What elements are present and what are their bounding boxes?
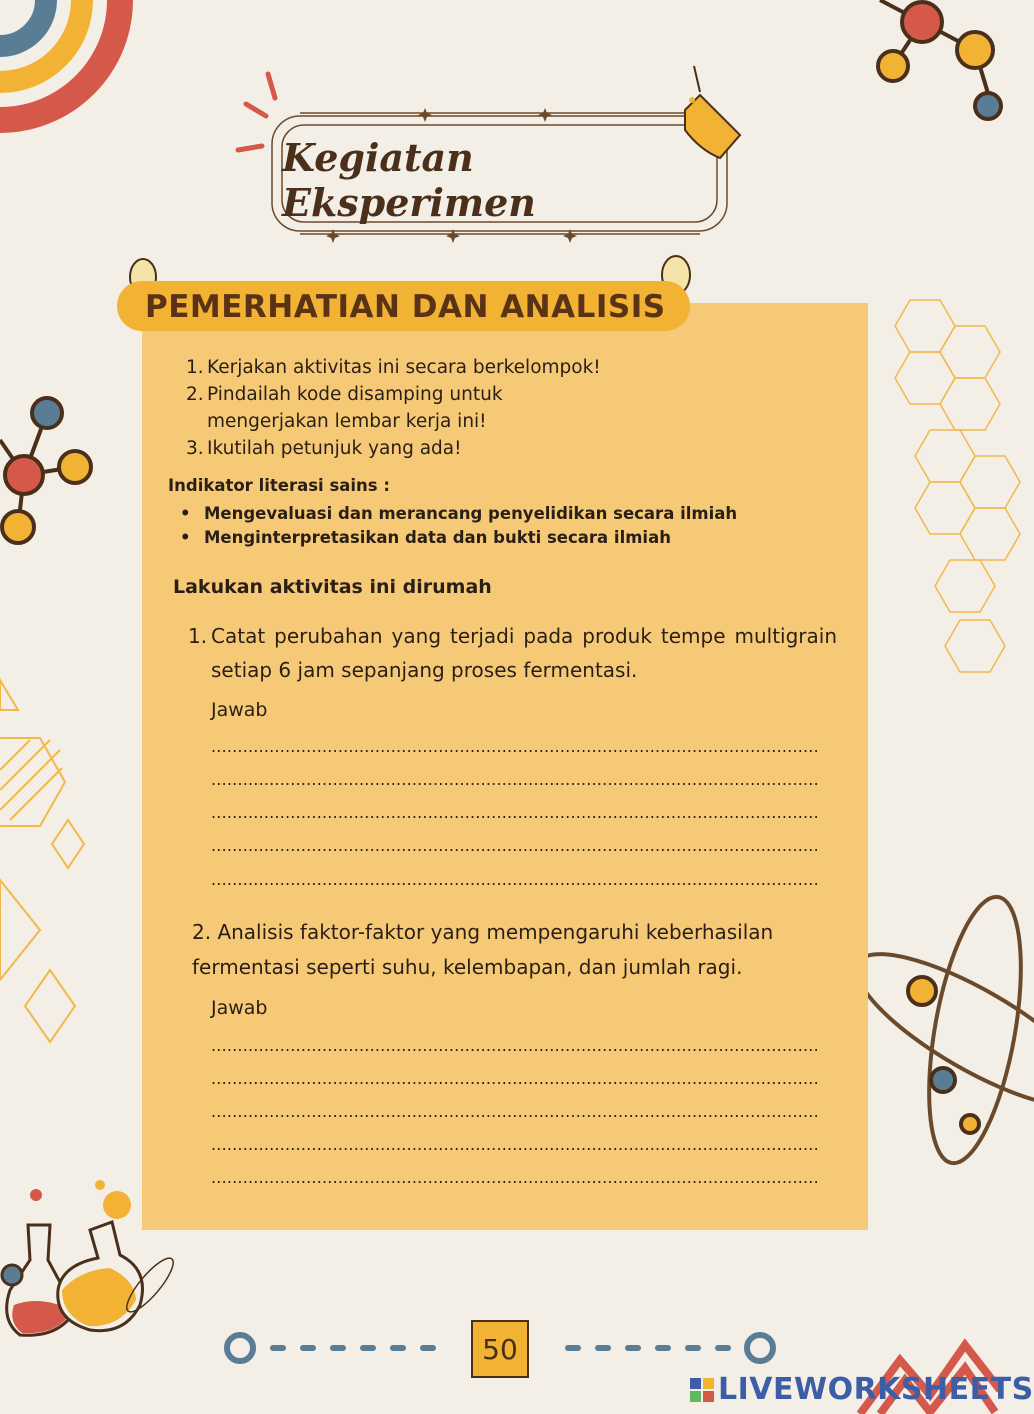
answer-label: Jawab bbox=[211, 997, 268, 1019]
question-1 bbox=[188, 619, 837, 687]
list-item-number: 3. bbox=[186, 438, 204, 459]
page-title: Kegiatan Eksperimen bbox=[282, 135, 536, 225]
indicator-list bbox=[180, 502, 737, 550]
list-item-text: Ikutilah petunjuk yang ada! bbox=[207, 438, 462, 459]
answer-line[interactable]: ................................................................................................................... bbox=[211, 1069, 819, 1088]
rainbow-arc-decoration bbox=[0, 0, 120, 120]
answer-line[interactable]: ................................................................................................................... bbox=[211, 1102, 819, 1121]
list-item-text: Menginterpretasikan data dan bukti secara ilmiah bbox=[204, 528, 671, 547]
list-item-text: Kerjakan aktivitas ini secara berkelompok! bbox=[207, 357, 601, 378]
bullet-icon: • bbox=[180, 528, 191, 547]
striped-hexagon-decoration bbox=[0, 680, 84, 1042]
molecule-icon bbox=[0, 398, 91, 543]
list-item-number: 2. bbox=[186, 384, 204, 405]
section-banner-text: PEMERHATIAN DAN ANALISIS bbox=[145, 289, 666, 325]
list-item-text: Mengevaluasi dan merancang penyelidikan secara ilmiah bbox=[204, 504, 738, 523]
list-item bbox=[186, 381, 667, 435]
list-item bbox=[186, 435, 667, 462]
liveworksheets-logo-icon bbox=[690, 1378, 714, 1402]
list-item-text: Pindailah kode disamping untuk mengerjakan lembar kerja ini! bbox=[207, 384, 503, 432]
watermark: LIVEWORKSHEETS bbox=[718, 1372, 1034, 1407]
bullet-icon: • bbox=[180, 504, 191, 523]
answer-line[interactable]: ................................................................................................................... bbox=[211, 870, 819, 889]
answer-line[interactable]: ................................................................................................................... bbox=[211, 770, 819, 789]
question-number: 1. bbox=[188, 624, 208, 648]
list-item-number: 1. bbox=[186, 357, 204, 378]
answer-line[interactable]: ................................................................................................................... bbox=[211, 836, 819, 855]
question-text: Catat perubahan yang terjadi pada produk tempe multigrain setiap 6 jam sepanjang proses fermentasi. bbox=[211, 624, 837, 682]
list-item bbox=[180, 526, 737, 550]
answer-line[interactable]: ................................................................................................................... bbox=[211, 1135, 819, 1154]
hexagon-pattern bbox=[895, 300, 1020, 672]
answer-line[interactable]: ................................................................................................................... bbox=[211, 737, 819, 756]
answer-line[interactable]: ................................................................................................................... bbox=[211, 803, 819, 822]
sparkle-icon bbox=[238, 74, 275, 150]
activity-heading: Lakukan aktivitas ini dirumah bbox=[173, 576, 492, 598]
indicator-heading: Indikator literasi sains : bbox=[168, 476, 390, 495]
question-2-text: 2. Analisis faktor-faktor yang mempengaruhi keberhasilan fermentasi seperti suhu, kelembapan, dan jumlah ragi. bbox=[192, 920, 774, 979]
molecule-icon bbox=[878, 0, 1001, 119]
answer-line[interactable]: ................................................................................................................... bbox=[211, 1168, 819, 1187]
page-number: 50 bbox=[471, 1320, 529, 1378]
list-item bbox=[186, 354, 667, 381]
answer-line[interactable]: ................................................................................................................... bbox=[211, 1036, 819, 1055]
list-item bbox=[180, 502, 737, 526]
instruction-list bbox=[186, 354, 667, 462]
answer-label: Jawab bbox=[211, 699, 268, 721]
